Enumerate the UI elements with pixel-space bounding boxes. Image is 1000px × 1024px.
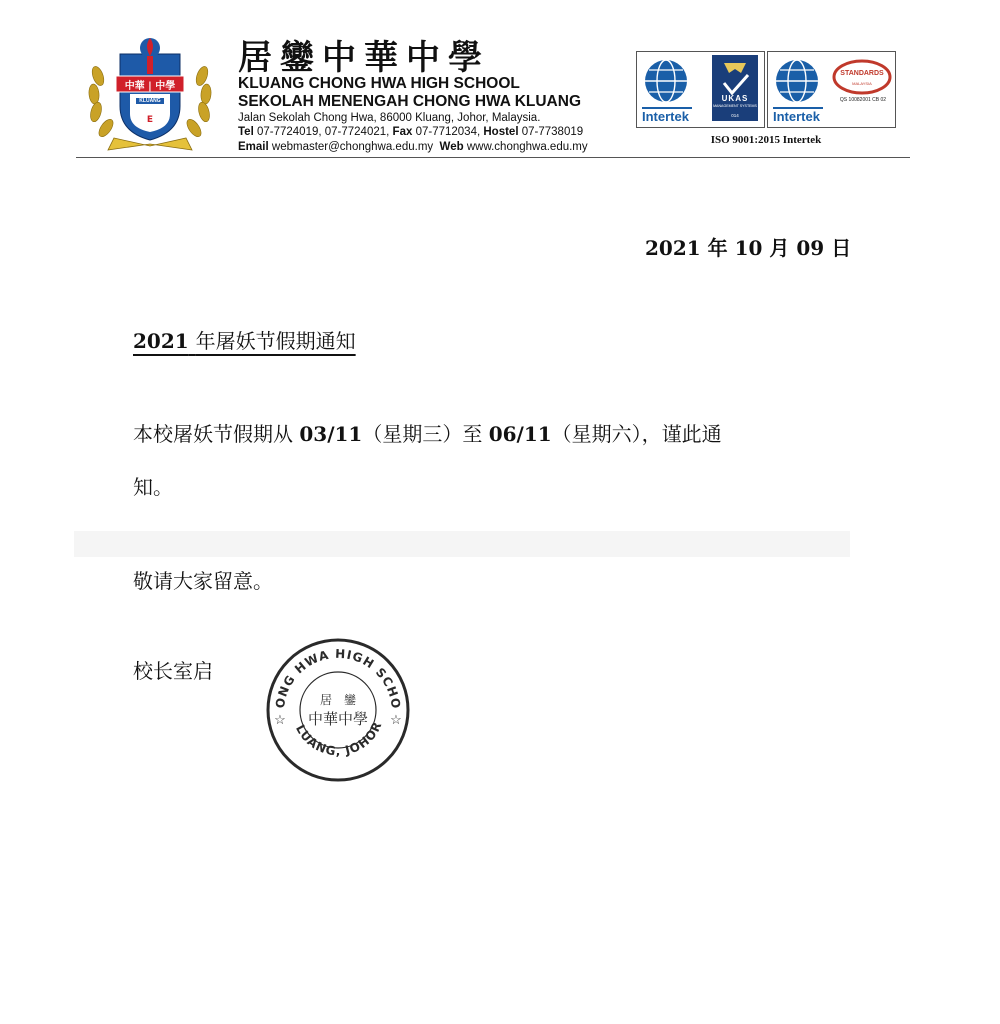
title-year: 2021: [133, 329, 189, 353]
email-value: webmaster@chonghwa.edu.my: [271, 141, 434, 153]
crest-small-text: KLUANG: [139, 98, 161, 104]
ukas-mark-icon: [712, 55, 758, 121]
svg-text:E: E: [146, 115, 154, 125]
body-date-end: 06/11: [488, 422, 552, 446]
fax-label: Fax: [392, 126, 413, 138]
crest-banner-text: 中華 | 中學: [124, 81, 176, 92]
header-divider: [76, 157, 910, 158]
standards-label: STANDARDS: [840, 70, 884, 77]
school-address: Jalan Sekolah Chong Hwa, 86000 Kluang, Johor, Malaysia.: [238, 112, 541, 124]
page-break-band: [74, 531, 850, 557]
seal-stamp-icon: [262, 632, 414, 784]
standards-malaysia-icon: [834, 61, 890, 93]
notice-body-line-2: 知。: [133, 475, 173, 499]
ukas-sub: MANAGEMENT SYSTEMS: [713, 104, 757, 108]
school-name-chinese: 居鑾中華中學: [238, 38, 490, 78]
qs-number: QS 10082001 CB 02: [839, 97, 887, 103]
school-name-malay: SEKOLAH MENENGAH CHONG HWA KLUANG: [238, 93, 582, 110]
date-day-char: 日: [831, 236, 852, 260]
school-logo: [84, 36, 216, 154]
date-month-char: 月: [769, 236, 790, 260]
body-date-start: 03/11: [299, 422, 363, 446]
date-month: 10: [734, 236, 763, 260]
date-day: 09: [796, 236, 825, 260]
body-part-1: 本校屠妖节假期从: [133, 422, 293, 446]
school-name-english: KLUANG CHONG HWA HIGH SCHOOL: [238, 75, 520, 92]
web-label: Web: [439, 141, 464, 153]
certification-marks: [636, 51, 896, 128]
ukas-label: UKAS: [721, 94, 749, 103]
date-year: 2021: [645, 236, 701, 260]
body-part-3: （星期六），谨此通: [551, 422, 722, 446]
school-seal: [262, 632, 414, 784]
seal-star-left-icon: ☆: [274, 713, 286, 728]
seal-outer-bottom: LUANG, JOHOR: [293, 718, 385, 759]
date-year-char: 年: [707, 236, 728, 260]
web-value: www.chonghwa.edu.my: [466, 141, 588, 153]
closing-line: 敬请大家留意。: [133, 569, 273, 593]
seal-star-right-icon: ☆: [390, 713, 402, 728]
fax-value: 07-7712034,: [415, 126, 481, 138]
seal-inner-line-2: 中華中學: [307, 710, 369, 728]
seal-outer-top: ONG HWA HIGH SCHO: [272, 646, 404, 711]
principal-signoff: 校长室启: [133, 659, 213, 683]
contact-numbers: [238, 126, 583, 138]
title-text: 年屠妖节假期通知: [195, 329, 356, 353]
intertek-label-2: Intertek: [773, 109, 820, 124]
email-label: Email: [238, 141, 269, 153]
seal-inner-line-1: 居 鑾: [319, 693, 357, 707]
iso-caption: ISO 9001:2015 Intertek: [710, 134, 822, 146]
tel-value: 07-7724019, 07-7724021,: [256, 126, 390, 138]
school-crest-icon: [84, 36, 216, 154]
intertek-label-1: Intertek: [642, 109, 689, 124]
standards-sub: MALAYSIA: [852, 81, 872, 86]
email-web-line: [238, 141, 588, 153]
notice-title: [133, 325, 356, 354]
ukas-number: 014: [731, 113, 739, 118]
hostel-label: Hostel: [483, 126, 519, 138]
notice-body-line-1: [133, 418, 722, 447]
tel-label: Tel: [238, 126, 254, 138]
hostel-value: 07-7738019: [521, 126, 584, 138]
body-part-2: （星期三）至: [362, 422, 483, 446]
letter-date: [645, 232, 851, 261]
